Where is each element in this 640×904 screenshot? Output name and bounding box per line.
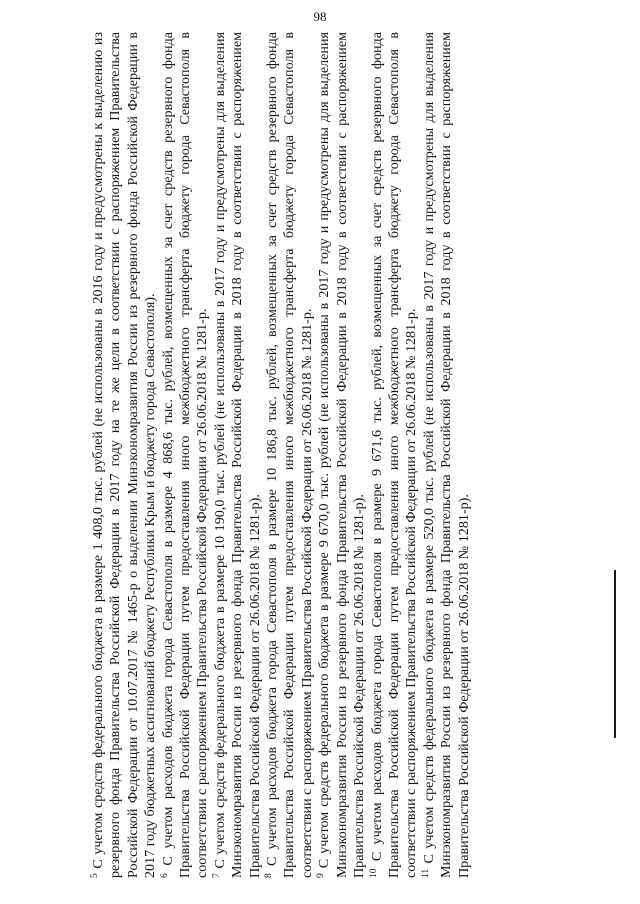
footnote-text: С учетом средств федерального бюджета в размере 1 408,0 тыс. рублей (не использованы в 2016 году и предусмотрены к выделению из резервного фонда Правительства Российской Федерации в 2017 году на те же цели в соответствии с распоряжением Правительства Российской Федерации от 10.07.2017 № 1465-р о выделении Минэкономразвития России из резервного фонда Российской Федерации в 2017 году бюджетных ассигнований бюджету Республики Крым и бюджету города Севастополя). xyxy=(90,32,159,878)
footnote-9 xyxy=(316,32,368,878)
footnote-text: С учетом расходов бюджета города Севастополя в размере 9 671,6 тыс. рублей, возмещенных за счет средств резервного фонда Правительства Российской Федерации путем предоставления иного межбюджетного трансферта бюджету города Севастополя в соответствии с распоряжением Правительства Российской Федерации от 26.06.2018 № 1281-р. xyxy=(368,32,420,878)
footnote-marker: 5 xyxy=(90,873,100,878)
footnotes-block xyxy=(90,32,620,878)
footnote-11 xyxy=(421,32,473,878)
footnote-6 xyxy=(160,32,212,878)
footnote-marker: 7 xyxy=(211,873,222,878)
footnote-text: С учетом средств федерального бюджета в размере 520,0 тыс. рублей (не использованы в 2017 году и предусмотрены для выделения Минэкономразвития России из резервного фонда Правительства Российской Федерации в 2018 году в соответствии с распоряжением Правительства Российской Федерации от 26.06.2018 № 1281-р). xyxy=(420,32,472,878)
footnote-marker: 10 xyxy=(368,868,379,878)
footnote-marker: 6 xyxy=(159,873,170,878)
footnote-text: С учетом средств федерального бюджета в размере 9 670,0 тыс. рублей (не использованы в 2017 году и предусмотрены для выделения Минэкономразвития России из резервного фонда Правительства Российской Федерации в 2018 году в соответствии с распоряжением Правительства Российской Федерации от 26.06.2018 № 1281-р). xyxy=(316,32,368,878)
footnote-text: С учетом расходов бюджета города Севастополя в размере 4 868,6 тыс. рублей, возмещенных за счет средств резервного фонда Правительства Российской Федерации путем предоставления иного межбюджетного трансферта бюджету города Севастополя в соответствии с распоряжением Правительства Российской Федерации от 26.06.2018 № 1281-р. xyxy=(159,32,211,878)
page-number: 98 xyxy=(313,9,327,24)
footnote-marker: 8 xyxy=(264,873,275,878)
footnote-7 xyxy=(212,32,264,878)
footnote-10 xyxy=(369,32,421,878)
footnote-text: С учетом средств федерального бюджета в размере 10 190,0 тыс. рублей (не использованы в 2017 году и предусмотрены для выделения Минэкономразвития России из резервного фонда Правительства Российской Федерации в 2018 году в соответствии с распоряжением Правительства Российской Федерации от 26.06.2018 № 1281-р). xyxy=(211,32,263,878)
footnote-marker: 11 xyxy=(420,868,431,878)
footnote-8 xyxy=(264,32,316,878)
footnote-5 xyxy=(90,32,160,878)
footnote-marker: 9 xyxy=(316,873,327,878)
footnote-text: С учетом расходов бюджета города Севастополя в размере 10 186,8 тыс. рублей, возмещенных за счет средств резервного фонда Правительства Российской Федерации путем предоставления иного межбюджетного трансферта бюджету города Севастополя в соответствии с распоряжением Правительства Российской Федерации от 26.06.2018 № 1281-р. xyxy=(264,32,315,878)
